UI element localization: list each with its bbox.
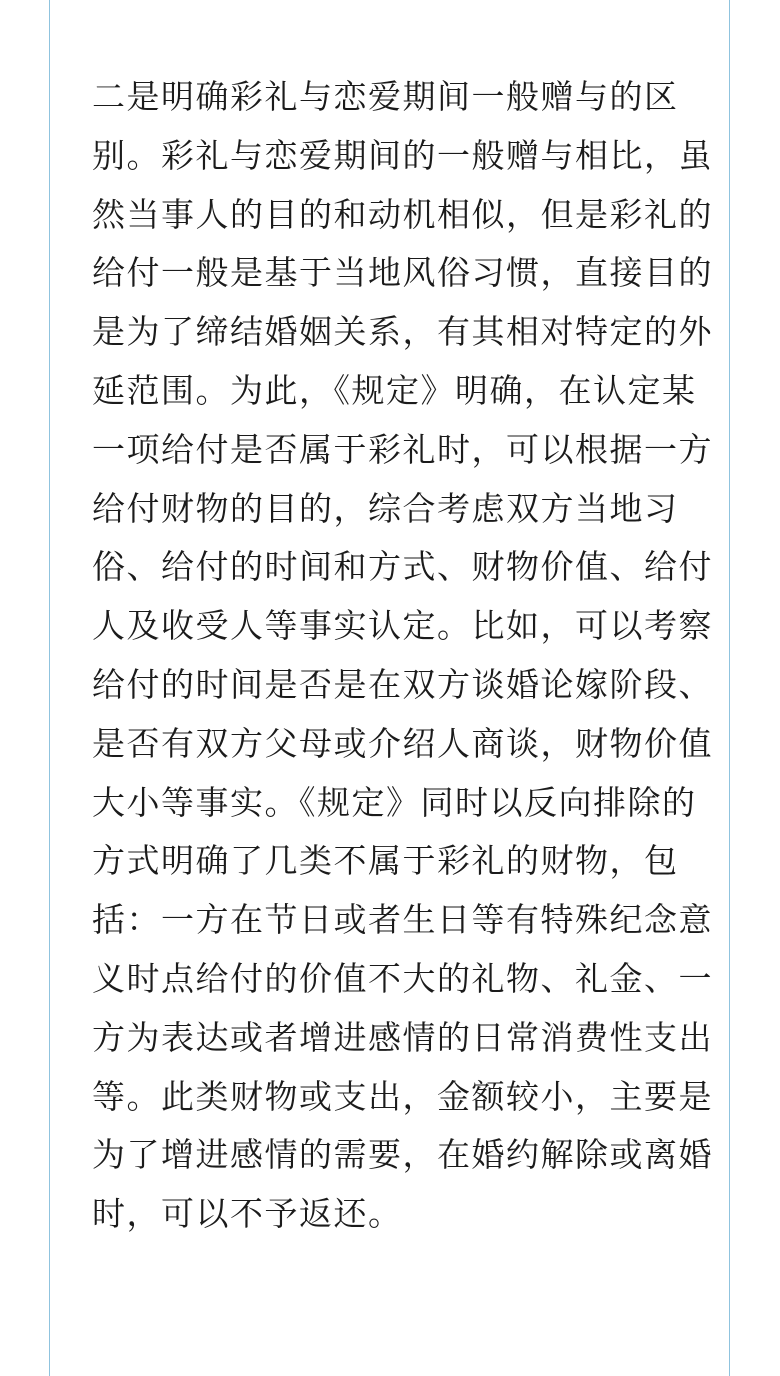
text-line: 人及收受人等事实认定。比如，可以考察 bbox=[92, 606, 713, 646]
article-body bbox=[92, 68, 713, 1244]
text-line: 给付的时间是否是在双方谈婚论嫁阶段、 bbox=[92, 664, 713, 704]
text-line: 大小等事实。《规定》同时以反向排除的 bbox=[92, 782, 697, 822]
text-line: 别。彩礼与恋爱期间的一般赠与相比，虽 bbox=[92, 135, 713, 175]
text-line: 是为了缔结婚姻关系，有其相对特定的外 bbox=[92, 312, 713, 352]
text-line: 俗、给付的时间和方式、财物价值、给付 bbox=[92, 547, 713, 587]
text-line: 二是明确彩礼与恋爱期间一般赠与的区 bbox=[92, 77, 679, 116]
text-line: 方式明确了几类不属于彩礼的财物，包 bbox=[92, 841, 679, 881]
text-line: 给付财物的目的，综合考虑双方当地习 bbox=[92, 488, 679, 528]
text-line: 等。此类财物或支出，金额较小，主要是 bbox=[92, 1076, 713, 1116]
text-line: 一项给付是否属于彩礼时，可以根据一方 bbox=[92, 429, 713, 469]
text-line: 方为表达或者增进感情的日常消费性支出 bbox=[92, 1017, 713, 1057]
text-line: 括：一方在节日或者生日等有特殊纪念意 bbox=[92, 900, 713, 940]
text-line: 时，可以不予返还。 bbox=[92, 1194, 403, 1234]
text-line: 然当事人的目的和动机相似，但是彩礼的 bbox=[92, 194, 713, 234]
text-line: 义时点给付的价值不大的礼物、礼金、一 bbox=[92, 958, 713, 998]
text-line: 为了增进感情的需要，在婚约解除或离婚 bbox=[92, 1135, 713, 1175]
text-line: 是否有双方父母或介绍人商谈，财物价值 bbox=[92, 723, 713, 763]
text-line: 延范围。为此，《规定》明确，在认定某 bbox=[92, 370, 697, 410]
text-line: 给付一般是基于当地风俗习惯，直接目的 bbox=[92, 253, 713, 293]
